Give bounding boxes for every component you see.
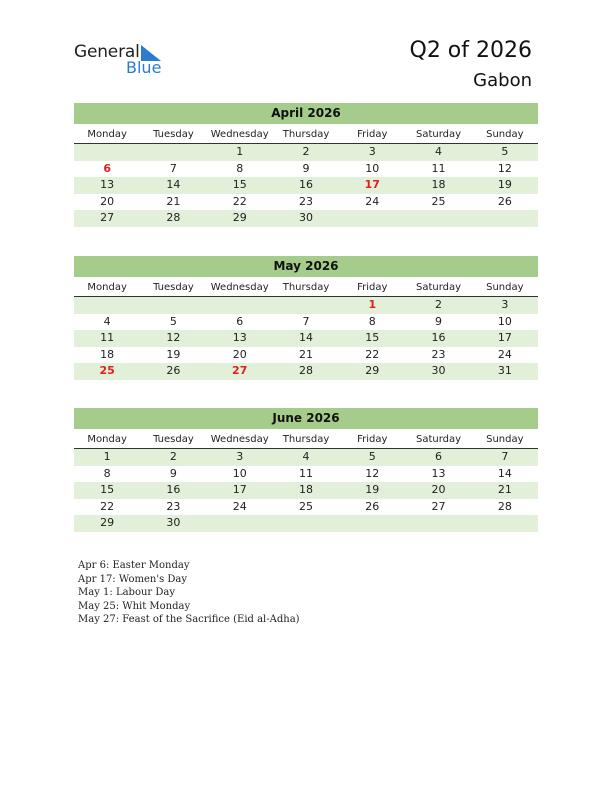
day-cell: 25	[298, 499, 313, 513]
day-cell	[339, 210, 405, 227]
holiday-note: May 25: Whit Monday	[78, 600, 191, 612]
month-title: April 2026	[74, 103, 538, 124]
day-cell: 29	[100, 516, 115, 530]
day-cell	[472, 515, 538, 532]
day-cell: 30	[166, 516, 181, 530]
day-cell	[405, 515, 471, 532]
day-cell: 16	[431, 331, 446, 345]
holiday-notes	[78, 559, 300, 627]
week-row	[74, 515, 538, 532]
day-cell: 13	[431, 466, 446, 480]
logo	[74, 42, 174, 82]
weekday-label: Thursday	[282, 434, 330, 445]
day-cell: 10	[497, 314, 512, 328]
day-cell: 29	[365, 364, 380, 378]
day-cell: 24	[365, 194, 380, 208]
day-cell: 11	[100, 331, 115, 345]
weekday-label: Wednesday	[210, 434, 269, 445]
week-row	[74, 297, 538, 314]
day-cell: 16	[298, 178, 313, 192]
day-cell: 26	[497, 194, 512, 208]
weekday-label: Saturday	[416, 434, 462, 445]
weekday-label: Thursday	[282, 129, 330, 140]
month-title: June 2026	[74, 408, 538, 429]
day-cell: 8	[368, 314, 376, 328]
day-cell: 4	[103, 314, 111, 328]
day-cell: 3	[236, 450, 244, 463]
day-cell: 3	[501, 298, 509, 311]
week-row	[74, 499, 538, 516]
day-cell	[207, 515, 273, 532]
weekday-header-row	[74, 280, 538, 297]
week-row	[74, 314, 538, 331]
day-cell: 14	[497, 466, 512, 480]
weekday-header-row	[74, 127, 538, 144]
weekday-label: Wednesday	[210, 129, 269, 140]
day-cell: 2	[169, 450, 177, 463]
weekday-label: Monday	[87, 434, 127, 445]
day-cell	[273, 297, 339, 314]
day-cell: 6	[103, 161, 111, 175]
week-row	[74, 466, 538, 483]
month-calendar-june	[74, 408, 538, 532]
day-cell: 21	[497, 483, 512, 497]
day-cell	[140, 144, 206, 161]
logo-blue-text: Blue	[126, 58, 162, 77]
day-cell: 30	[298, 211, 313, 225]
day-cell: 11	[431, 161, 446, 175]
day-cell	[140, 297, 206, 314]
day-cell: 18	[431, 178, 446, 192]
page-title: Q2 of 2026	[409, 38, 532, 63]
holiday-note: May 27: Feast of the Sacrifice (Eid al-Adha)	[78, 614, 300, 626]
day-cell: 13	[100, 178, 115, 192]
day-cell: 23	[298, 194, 313, 208]
day-cell: 27	[100, 211, 115, 225]
day-cell: 19	[365, 483, 380, 497]
day-cell: 27	[431, 499, 446, 513]
day-cell: 28	[166, 211, 181, 225]
day-cell: 12	[365, 466, 380, 480]
month-title: May 2026	[74, 256, 538, 277]
month-calendar-may	[74, 256, 538, 380]
day-cell: 4	[435, 145, 443, 158]
day-cell: 1	[103, 450, 111, 463]
day-cell: 6	[236, 314, 244, 328]
day-cell: 3	[368, 145, 376, 158]
day-cell: 28	[497, 499, 512, 513]
day-cell: 29	[232, 211, 247, 225]
day-cell: 26	[365, 499, 380, 513]
day-cell	[74, 297, 140, 314]
day-cell: 20	[232, 347, 247, 361]
day-cell: 20	[431, 483, 446, 497]
day-cell: 23	[166, 499, 181, 513]
day-cell: 17	[364, 178, 380, 192]
day-cell: 17	[232, 483, 247, 497]
day-cell: 7	[501, 450, 509, 463]
weekday-label: Sunday	[486, 434, 524, 445]
day-cell: 27	[232, 364, 248, 378]
day-cell: 20	[100, 194, 115, 208]
day-cell	[472, 210, 538, 227]
day-cell: 9	[169, 466, 177, 480]
holiday-note: Apr 17: Women's Day	[78, 573, 188, 585]
day-cell: 15	[232, 178, 247, 192]
day-cell: 9	[435, 314, 443, 328]
weekday-label: Saturday	[416, 282, 462, 293]
day-cell: 10	[232, 466, 247, 480]
weekday-label: Tuesday	[153, 282, 194, 293]
day-cell: 14	[166, 178, 181, 192]
day-cell: 12	[166, 331, 181, 345]
day-cell: 2	[302, 145, 310, 158]
day-cell	[339, 515, 405, 532]
day-cell: 8	[103, 466, 111, 480]
week-row	[74, 177, 538, 194]
week-row	[74, 482, 538, 499]
day-cell: 1	[368, 298, 377, 311]
day-cell: 24	[232, 499, 247, 513]
country-name: Gabon	[473, 70, 532, 91]
day-cell: 10	[365, 161, 380, 175]
weekday-label: Sunday	[486, 282, 524, 293]
day-cell: 7	[302, 314, 310, 328]
month-calendar-april	[74, 103, 538, 227]
weekday-label: Wednesday	[210, 282, 269, 293]
weekday-label: Tuesday	[153, 434, 194, 445]
day-cell	[273, 515, 339, 532]
week-row	[74, 210, 538, 227]
day-cell: 5	[169, 314, 177, 328]
weekday-header-row	[74, 432, 538, 449]
weekday-label: Monday	[87, 129, 127, 140]
week-row	[74, 363, 538, 380]
day-cell: 19	[166, 347, 181, 361]
weekday-label: Saturday	[416, 129, 462, 140]
day-cell: 22	[100, 499, 115, 513]
day-cell: 16	[166, 483, 181, 497]
weekday-label: Monday	[87, 282, 127, 293]
day-cell: 25	[431, 194, 446, 208]
day-cell: 8	[236, 161, 244, 175]
day-cell: 19	[497, 178, 512, 192]
day-cell: 5	[501, 145, 509, 158]
day-cell	[74, 144, 140, 161]
week-row	[74, 194, 538, 211]
day-cell: 30	[431, 364, 446, 378]
day-cell: 2	[435, 298, 443, 311]
day-cell: 11	[298, 466, 313, 480]
weekday-label: Friday	[357, 434, 388, 445]
holiday-note: Apr 6: Easter Monday	[78, 560, 190, 571]
day-cell: 13	[232, 331, 247, 345]
weekday-label: Sunday	[486, 129, 524, 140]
weekday-label: Thursday	[282, 282, 330, 293]
day-cell: 23	[431, 347, 446, 361]
day-cell: 15	[365, 331, 380, 345]
day-cell: 25	[99, 364, 115, 378]
weekday-label: Tuesday	[153, 129, 194, 140]
day-cell: 15	[100, 483, 115, 497]
day-cell: 1	[236, 145, 244, 158]
day-cell: 12	[497, 161, 512, 175]
day-cell: 17	[497, 331, 512, 345]
day-cell: 4	[302, 450, 310, 463]
week-row	[74, 330, 538, 347]
day-cell	[207, 297, 273, 314]
day-cell: 9	[302, 161, 310, 175]
day-cell: 14	[298, 331, 313, 345]
day-cell: 7	[169, 161, 177, 175]
weekday-label: Friday	[357, 129, 388, 140]
day-cell: 31	[497, 364, 512, 378]
day-cell: 18	[100, 347, 115, 361]
week-row	[74, 161, 538, 178]
holiday-note: May 1: Labour Day	[78, 587, 175, 599]
week-row	[74, 449, 538, 466]
day-cell: 24	[497, 347, 512, 361]
day-cell: 6	[435, 450, 443, 463]
day-cell: 22	[232, 194, 247, 208]
logo-general-text: General	[74, 42, 140, 62]
day-cell: 5	[368, 450, 376, 463]
day-cell: 18	[298, 483, 313, 497]
day-cell	[405, 210, 471, 227]
day-cell: 28	[298, 364, 313, 378]
week-row	[74, 144, 538, 161]
day-cell: 21	[298, 347, 313, 361]
day-cell: 21	[166, 194, 181, 208]
week-row	[74, 347, 538, 364]
day-cell: 26	[166, 364, 181, 378]
weekday-label: Friday	[357, 282, 388, 293]
day-cell: 22	[365, 347, 380, 361]
